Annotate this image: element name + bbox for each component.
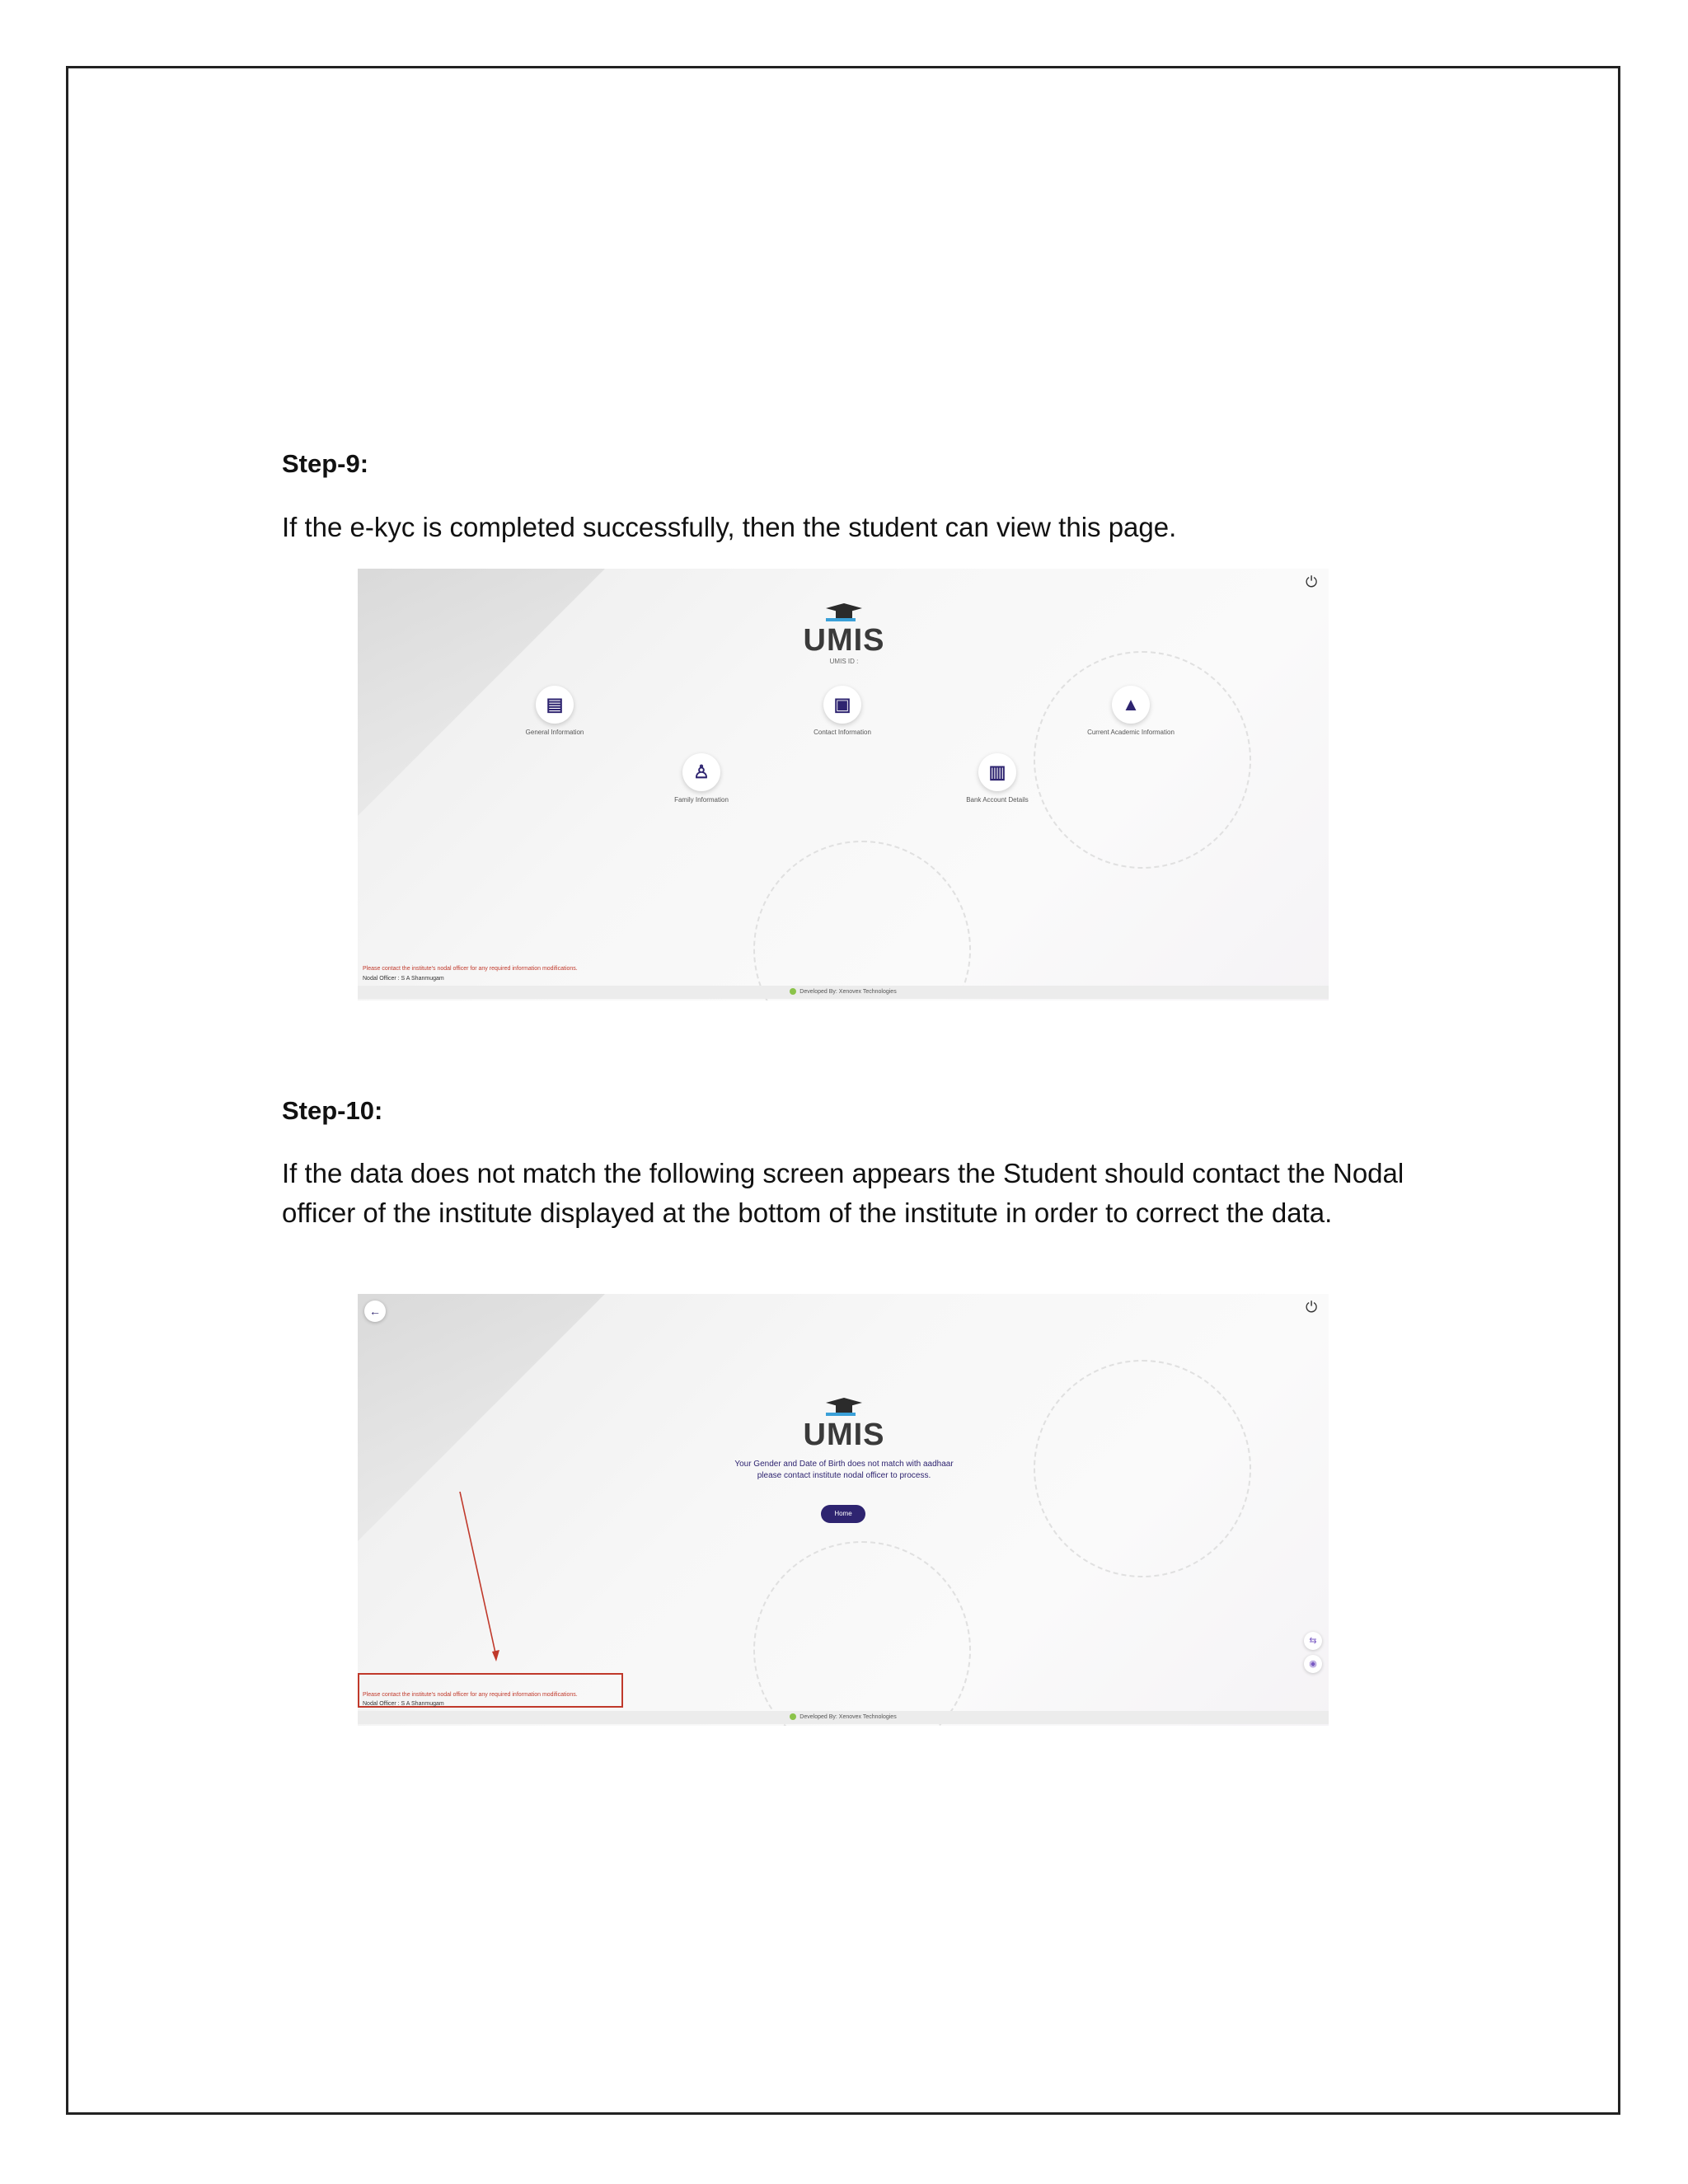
mismatch-message: Your Gender and Date of Birth does not match with aadhaar please contact institute nodal officer to process. (734, 1460, 954, 1480)
power-icon[interactable]: ⏻ (1306, 1299, 1318, 1315)
back-arrow-icon[interactable]: ← (364, 1301, 386, 1322)
home-button[interactable]: Home (821, 1505, 865, 1523)
bank-icon: ▥ (978, 753, 1016, 791)
nodal-notice: Please contact the institute's nodal officer for any required information modifications. (363, 1692, 578, 1698)
umis-logo: UMIS (803, 1398, 885, 1453)
menu-contact-information[interactable]: ▣ Contact Information (760, 686, 925, 736)
nodal-officer: Nodal Officer : S A Shanmugam (363, 1701, 444, 1707)
menu-bank-account-details[interactable]: ▥ Bank Account Details (915, 753, 1080, 804)
annotation-arrow (358, 1294, 1329, 1726)
footer (358, 1711, 1329, 1724)
graduation-cap-icon: ▲ (1112, 686, 1150, 724)
accessibility-icon[interactable]: ◉ (1304, 1655, 1322, 1673)
document-search-icon: ▤ (536, 686, 574, 724)
contact-card-icon: ▣ (823, 686, 861, 724)
nodal-notice: Please contact the institute's nodal officer for any required information modifications. (363, 966, 578, 972)
graduation-cap-logo-icon (826, 603, 862, 628)
screenshot-data-mismatch (358, 1294, 1329, 1726)
menu-current-academic-information[interactable]: ▲ Current Academic Information (1048, 686, 1213, 736)
footer (358, 986, 1329, 999)
footer-text: Developed By: Xenovex Technologies (799, 989, 897, 995)
screenshot-home-menu (358, 569, 1329, 1001)
menu-family-information[interactable]: ♙ Family Information (619, 753, 784, 804)
family-icon: ♙ (682, 753, 720, 791)
translate-icon[interactable]: ⇆ (1304, 1632, 1322, 1650)
page-border (66, 66, 1620, 2115)
step9-text: If the e-kyc is completed successfully, then the student can view this page. (282, 512, 1177, 542)
background-decoration (753, 841, 971, 1001)
umis-id-label: UMIS ID : (829, 658, 859, 665)
power-icon[interactable]: ⏻ (1306, 574, 1318, 590)
developer-logo-icon (790, 1713, 796, 1720)
step10-heading: Step-10: (282, 1096, 383, 1125)
developer-logo-icon (790, 988, 796, 995)
footer-text: Developed By: Xenovex Technologies (799, 1714, 897, 1720)
nodal-officer: Nodal Officer : S A Shanmugam (363, 976, 444, 982)
step10-text: If the data does not match the following screen appears the Student should contact the Nodal officer of the institute displayed at the bottom of the institute in order to correct the data. (282, 1158, 1404, 1228)
menu-general-information[interactable]: ▤ General Information (472, 686, 637, 736)
step9-heading: Step-9: (282, 449, 369, 478)
umis-logo: UMIS (803, 603, 885, 658)
